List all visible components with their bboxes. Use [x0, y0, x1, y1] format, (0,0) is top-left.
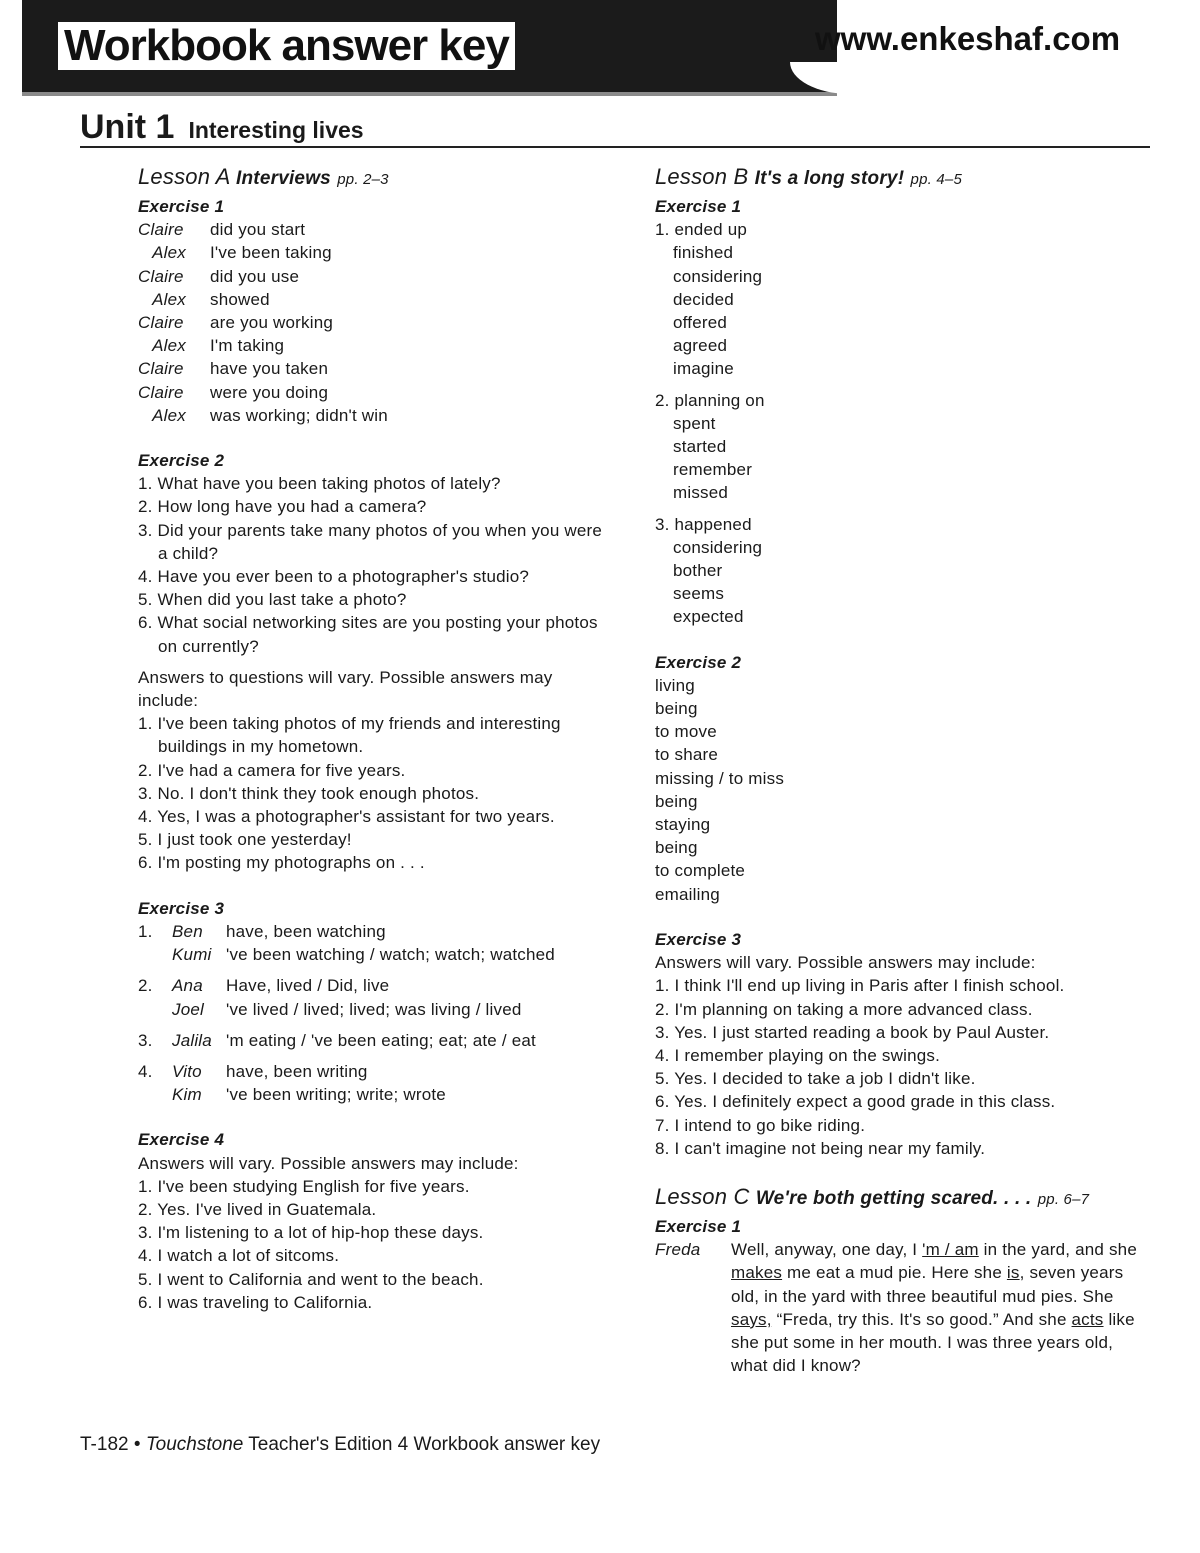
answer: 've been writing; write; wrote	[226, 1085, 446, 1105]
answer: 've been watching / watch; watch; watched	[226, 945, 555, 965]
exercise-heading: Exercise 2	[655, 652, 742, 672]
answer: did you start	[210, 220, 306, 240]
list-item: 6. What social networking sites are you posting your photos on currently?	[138, 613, 598, 656]
list-item: imagine	[673, 359, 734, 379]
list-item: 4. I watch a lot of sitcoms.	[138, 1246, 340, 1266]
list-item: offered	[673, 313, 728, 333]
exercise-heading: Exercise 1	[138, 197, 225, 216]
list-item: 3. Did your parents take many photos of you when you were a child?	[138, 520, 603, 563]
list-item	[138, 1083, 613, 1106]
list-item: 1. I've been taking photos of my friends and interesting buildings in my hometown.	[138, 714, 561, 757]
list-item: 5. When did you last take a photo?	[138, 590, 407, 610]
list-item: 5. Yes. I decided to take a job I didn't like.	[655, 1069, 976, 1089]
list-item: finished	[673, 243, 734, 263]
dialog-row	[138, 241, 613, 264]
list-item	[138, 1060, 613, 1083]
list-item: considering	[673, 537, 763, 557]
list-item	[138, 920, 613, 943]
list-item: missing / to miss	[655, 768, 785, 788]
dialog-row	[138, 334, 613, 357]
exercise-note: Answers to questions will vary. Possible answers may include:	[138, 667, 553, 711]
list-item: 3. I'm listening to a lot of hip-hop these days.	[138, 1223, 484, 1243]
lesson-a-ex3-list	[138, 920, 613, 1106]
lesson-b-ex1-group	[655, 513, 1145, 629]
item-number: 4.	[138, 1061, 153, 1081]
site-url[interactable]: www.enkeshaf.com	[815, 20, 1121, 57]
list-item: seems	[673, 584, 725, 604]
speaker: Alex	[152, 336, 186, 356]
lesson-title: It's a long story!	[754, 168, 905, 189]
answer: did you use	[210, 266, 300, 286]
text-segment: , seven years old, in the yard with three beautiful mud pies. She	[731, 1263, 1124, 1306]
list-item: emailing	[655, 884, 720, 904]
answer: have you taken	[210, 359, 329, 379]
page-header-title: Workbook answer key	[58, 22, 515, 70]
list-item: spent	[673, 413, 716, 433]
list-item: 1. I think I'll end up living in Paris after I finish school.	[655, 976, 1065, 996]
dialog-row	[138, 311, 613, 334]
text-segment: like she put some in her mouth. I was three years old, what did I know?	[731, 1309, 1135, 1376]
unit-divider	[80, 146, 1150, 148]
speaker: Claire	[138, 220, 184, 240]
book-title: Touchstone	[145, 1434, 244, 1455]
list-item: agreed	[673, 336, 728, 356]
text-segment: me eat a mud pie. Here she	[782, 1263, 1007, 1283]
lesson-title: We're both getting scared. . . .	[755, 1187, 1032, 1209]
lesson-b-ex3-answers	[655, 974, 1145, 1160]
lesson-c-heading	[655, 1182, 1145, 1215]
lesson-title: Interviews	[236, 168, 331, 189]
speaker: Kumi	[172, 945, 212, 965]
page-footer	[80, 1434, 600, 1456]
list-item: started	[673, 437, 727, 457]
list-item: remember	[673, 460, 753, 480]
list-item: 1. I've been studying English for five years.	[138, 1176, 470, 1196]
lesson-pages: pp. 6–7	[1037, 1190, 1090, 1208]
text-segment: Well, anyway, one day, I	[731, 1240, 923, 1260]
dialog-text	[731, 1238, 1141, 1377]
list-item: to complete	[655, 861, 746, 881]
text-segment: in the yard, and she	[978, 1240, 1137, 1260]
exercise-heading: Exercise 3	[138, 898, 225, 918]
underlined-answer: is	[1006, 1263, 1020, 1283]
underlined-answer: makes	[731, 1263, 783, 1283]
list-item: bother	[673, 561, 723, 581]
list-item: missed	[673, 483, 729, 503]
list-item: staying	[655, 815, 711, 835]
list-item: 7. I intend to go bike riding.	[655, 1115, 866, 1135]
list-item: 3. No. I don't think they took enough photos.	[138, 783, 480, 803]
lesson-b-ex1-group	[655, 218, 1145, 380]
lesson-pages: pp. 4–5	[910, 171, 962, 188]
speaker: Alex	[152, 243, 186, 263]
lesson-a-ex2-questions	[138, 472, 613, 658]
answer: have, been writing	[226, 1061, 368, 1081]
speaker: Alex	[152, 289, 186, 309]
answer: Have, lived / Did, live	[226, 976, 390, 996]
exercise-heading: Exercise 4	[138, 1130, 225, 1150]
list-item: living	[655, 675, 695, 695]
speaker: Vito	[172, 1061, 202, 1081]
list-item: 5. I just took one yesterday!	[138, 830, 352, 850]
dialog-row	[138, 265, 613, 288]
dialog-block	[655, 1238, 1145, 1377]
exercise-heading: Exercise 1	[655, 1216, 742, 1236]
left-column	[138, 162, 613, 1314]
underlined-answer: says,	[731, 1309, 772, 1329]
list-item	[138, 998, 613, 1021]
right-column	[655, 162, 1145, 1377]
exercise-note: Answers will vary. Possible answers may include:	[138, 1153, 519, 1173]
list-item: 8. I can't imagine not being near my family.	[655, 1138, 986, 1158]
dialog-row	[138, 218, 613, 241]
lesson-a-heading	[138, 162, 613, 195]
speaker: Joel	[172, 999, 204, 1019]
list-item: being	[655, 699, 698, 719]
list-item	[138, 1029, 613, 1052]
answer: I'm taking	[210, 336, 285, 356]
exercise-heading: Exercise 3	[655, 929, 742, 949]
list-item: 1. What have you been taking photos of lately?	[138, 474, 501, 494]
list-item: 3. Yes. I just started reading a book by Paul Auster.	[655, 1022, 1050, 1042]
list-item: 4. Have you ever been to a photographer's studio?	[138, 567, 530, 587]
speaker: Ana	[172, 976, 203, 996]
list-item: being	[655, 791, 698, 811]
lesson-pages: pp. 2–3	[337, 171, 389, 188]
list-item: 6. I was traveling to California.	[138, 1292, 373, 1312]
lesson-a-ex1-list	[138, 218, 613, 427]
lesson-a-ex2-answers	[138, 712, 613, 874]
answer: were you doing	[210, 382, 329, 402]
list-item: 2. Yes. I've lived in Guatemala.	[138, 1199, 377, 1219]
list-item: 2. I'm planning on taking a more advanced class.	[655, 999, 1033, 1019]
speaker: Jalila	[172, 1030, 212, 1050]
answer: I've been taking	[210, 243, 332, 263]
answer: 'm eating / 've been eating; eat; ate / eat	[226, 1030, 536, 1050]
list-item: 2. I've had a camera for five years.	[138, 760, 406, 780]
answer: have, been watching	[226, 921, 386, 941]
unit-name: Interesting lives	[188, 117, 364, 143]
answer: are you working	[210, 313, 334, 333]
unit-title	[80, 108, 364, 147]
dialog-row	[138, 404, 613, 427]
list-item: 3. happened	[655, 514, 752, 534]
exercise-heading: Exercise 2	[138, 451, 225, 471]
item-number: 3.	[138, 1030, 153, 1050]
answer: 've lived / lived; lived; was living / lived	[226, 999, 522, 1019]
exercise-heading: Exercise 1	[655, 197, 742, 216]
lesson-label: Lesson B	[655, 164, 749, 189]
dialog-row	[138, 357, 613, 380]
lesson-label: Lesson C	[655, 1183, 750, 1209]
list-item: 5. I went to California and went to the beach.	[138, 1269, 484, 1289]
lesson-label: Lesson A	[138, 164, 230, 189]
list-item: decided	[673, 289, 734, 309]
page-number: T-182 •	[80, 1434, 141, 1455]
unit-number: Unit 1	[80, 108, 175, 146]
list-item: 6. I'm posting my photographs on . . .	[138, 853, 425, 873]
list-item: considering	[673, 266, 763, 286]
list-item: 1. ended up	[655, 220, 748, 240]
dialog-row	[138, 288, 613, 311]
speaker: Freda	[655, 1240, 701, 1260]
answer: was working; didn't win	[210, 405, 388, 425]
speaker: Alex	[152, 405, 186, 425]
list-item: being	[655, 838, 698, 858]
answer: showed	[210, 289, 270, 309]
list-item: expected	[673, 607, 744, 627]
list-item	[138, 974, 613, 997]
list-item: to share	[655, 745, 719, 765]
speaker: Kim	[172, 1085, 202, 1105]
speaker: Claire	[138, 359, 184, 379]
text-segment: “Freda, try this. It's so good.” And she	[771, 1309, 1072, 1329]
list-item: 4. I remember playing on the swings.	[655, 1045, 941, 1065]
lesson-b-ex1-group	[655, 389, 1145, 505]
lesson-b-heading	[655, 162, 1145, 195]
underlined-answer: 'm / am	[922, 1240, 979, 1260]
dialog-row	[138, 381, 613, 404]
list-item: to move	[655, 722, 717, 742]
footer-text: Teacher's Edition 4 Workbook answer key	[248, 1434, 601, 1455]
item-number: 2.	[138, 976, 153, 996]
list-item: 2. planning on	[655, 390, 765, 410]
lesson-a-ex4-answers	[138, 1175, 613, 1314]
speaker: Claire	[138, 382, 184, 402]
lesson-b-ex2-list	[655, 674, 1145, 906]
speaker: Claire	[138, 266, 184, 286]
speaker: Ben	[172, 921, 203, 941]
exercise-note: Answers will vary. Possible answers may include:	[655, 953, 1036, 973]
list-item	[138, 943, 613, 966]
item-number: 1.	[138, 921, 153, 941]
underlined-answer: acts	[1071, 1309, 1104, 1329]
speaker: Claire	[138, 313, 184, 333]
list-item: 4. Yes, I was a photographer's assistant for two years.	[138, 807, 555, 827]
list-item: 2. How long have you had a camera?	[138, 497, 427, 517]
list-item: 6. Yes. I definitely expect a good grade in this class.	[655, 1092, 1056, 1112]
